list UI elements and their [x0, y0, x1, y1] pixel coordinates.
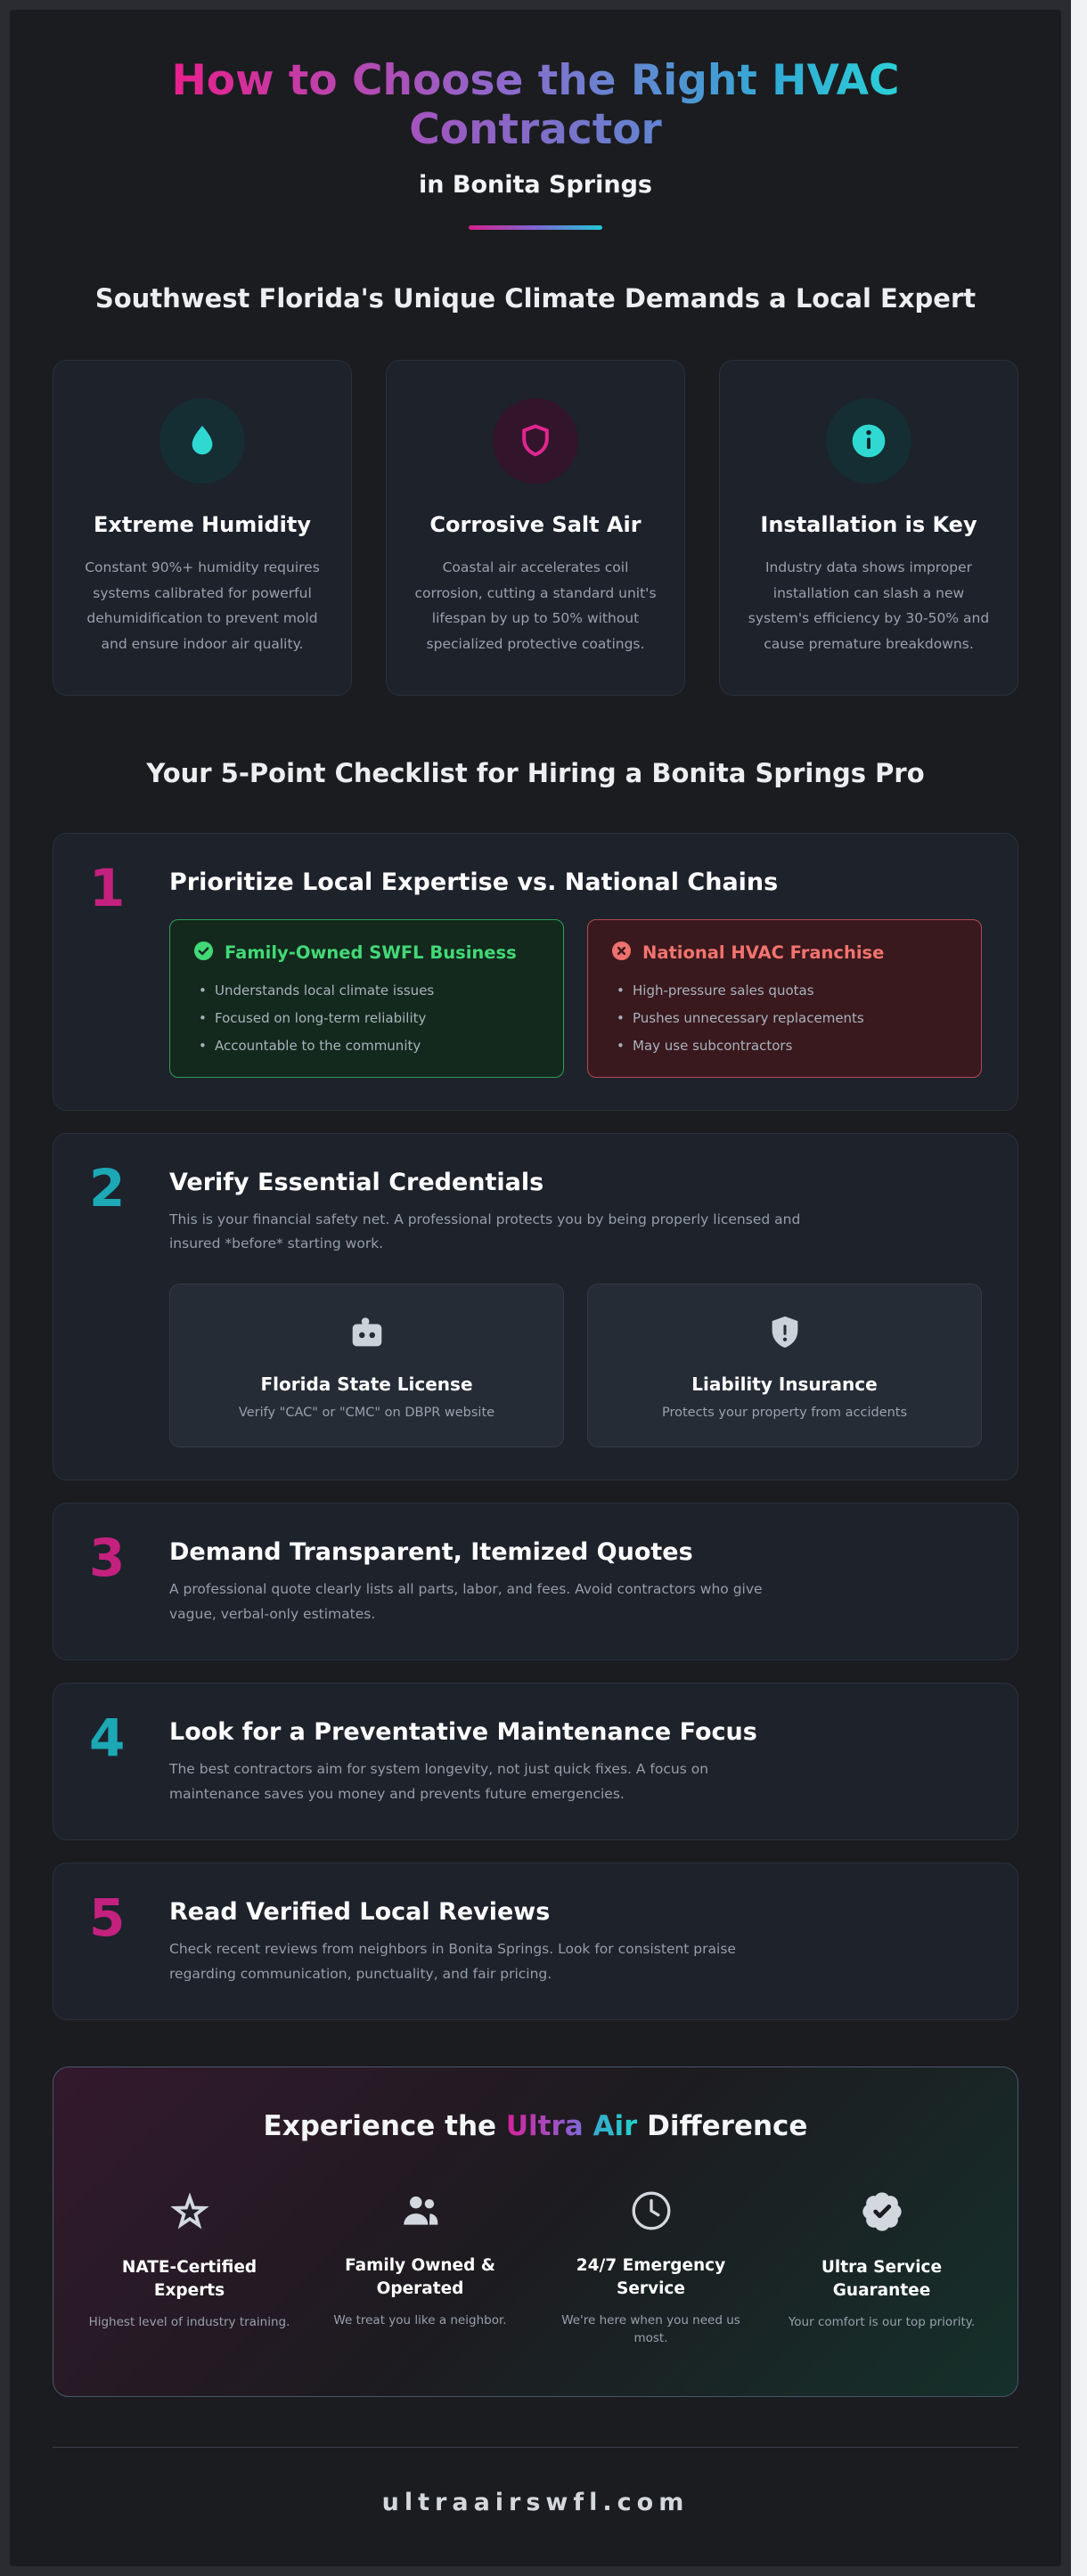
item-body — [169, 1164, 982, 1448]
credential-cards — [169, 1284, 982, 1447]
shield-icon — [493, 398, 578, 484]
climate-card-humidity — [53, 360, 352, 696]
climate-card-title: Installation is Key — [760, 511, 977, 537]
list-item: • Pushes unnecessary replacements — [611, 1010, 958, 1026]
list-item: • Focused on long-term reliability — [193, 1010, 540, 1026]
feature-service-guarantee — [778, 2189, 985, 2349]
credential-card-license — [169, 1284, 564, 1447]
page-subtitle: in Bonita Springs — [419, 170, 652, 199]
comparison-bad-header — [611, 941, 958, 966]
difference-heading-prefix: Experience the — [263, 2109, 497, 2142]
list-item: • May use subcontractors — [611, 1038, 958, 1054]
checklist-item-1 — [53, 833, 1018, 1111]
page-title-line1: How to Choose the Right HVAC — [171, 56, 900, 105]
license-badge-icon — [192, 1313, 542, 1357]
climate-heading: Southwest Florida's Unique Climate Demands a Local Expert — [94, 282, 977, 314]
item-description: Check recent reviews from neighbors in Bonita Springs. Look for consistent praise regarding communication, punctuality, and fair pricing. — [169, 1940, 736, 1982]
climate-card-installation — [719, 360, 1018, 696]
item-description: This is your financial safety net. A professional protects you by being properly licensed and insured *before* starting work. — [169, 1211, 801, 1252]
climate-card-salt-air — [386, 360, 685, 696]
feature-description: Your comfort is our top priority. — [788, 2314, 976, 2329]
feature-title: Ultra Service Guarantee — [821, 2257, 943, 2300]
difference-heading-suffix: Difference — [647, 2109, 808, 2142]
comparison-good-header — [193, 941, 540, 966]
brand-air: Air — [593, 2109, 638, 2142]
item-number: 1 — [89, 857, 126, 918]
header — [53, 56, 1018, 230]
feature-description: Highest level of industry training. — [88, 2314, 290, 2329]
website-url: ultraairswfl.com — [381, 2489, 690, 2517]
x-circle-icon — [611, 941, 632, 966]
check-circle-icon — [193, 941, 214, 966]
climate-card-description: Industry data shows improper installation can slash a new system's efficiency by 30-50% and cause premature breakdowns. — [748, 558, 990, 652]
comparison-boxes — [169, 919, 982, 1078]
badge-check-icon — [778, 2189, 985, 2238]
comparison-good-box — [169, 919, 564, 1078]
gradient-divider — [469, 225, 602, 230]
feature-columns — [86, 2189, 985, 2349]
climate-card-description: Constant 90%+ humidity requires systems calibrated for powerful dehumidification to prevent mold and ensure indoor air quality. — [85, 558, 320, 652]
item-title: Verify Essential Credentials — [169, 1168, 544, 1196]
list-item: • High-pressure sales quotas — [611, 982, 958, 999]
feature-title: NATE-Certified Experts — [121, 2257, 257, 2300]
checklist-item-5 — [53, 1863, 1018, 2020]
checklist-item-3 — [53, 1503, 1018, 1660]
item-description: The best contractors aim for system longevity, not just quick fixes. A focus on maintenance saves you money and prevents future emergencies. — [169, 1761, 709, 1803]
credential-description: Protects your property from accidents — [661, 1406, 908, 1421]
climate-card-title: Extreme Humidity — [93, 511, 312, 537]
credential-description: Verify "CAC" or "CMC" on DBPR website — [238, 1406, 495, 1421]
clock-icon — [547, 2189, 755, 2237]
difference-section — [53, 2067, 1018, 2398]
checklist-items — [53, 833, 1018, 2020]
item-body — [169, 864, 982, 1078]
feature-emergency-service — [547, 2189, 755, 2349]
item-title: Look for a Preventative Maintenance Focus — [169, 1718, 757, 1747]
feature-description: We're here when you need us most. — [561, 2312, 740, 2346]
checklist-heading: Your 5-Point Checklist for Hiring a Bonita Springs Pro — [146, 757, 925, 788]
checklist-section — [53, 758, 1018, 2020]
climate-card-title: Corrosive Salt Air — [429, 511, 642, 537]
climate-cards — [53, 360, 1018, 696]
item-number: 3 — [89, 1528, 126, 1589]
footer — [53, 2447, 1018, 2516]
brand-ultra: Ultra — [505, 2109, 584, 2142]
item-number: 5 — [89, 1887, 126, 1948]
shield-exclamation-icon — [609, 1313, 960, 1357]
feature-family-owned — [316, 2189, 524, 2349]
infographic-content — [10, 10, 1061, 2566]
star-icon — [86, 2189, 293, 2238]
item-number: 4 — [89, 1708, 126, 1769]
credential-title: Florida State License — [260, 1374, 473, 1396]
feature-title: 24/7 Emergency Service — [576, 2255, 726, 2298]
item-title: Read Verified Local Reviews — [169, 1897, 551, 1926]
users-icon — [316, 2189, 524, 2237]
climate-section — [53, 283, 1018, 696]
comparison-good-title: Family-Owned SWFL Business — [225, 942, 517, 964]
page-title — [59, 56, 1012, 155]
feature-title: Family Owned & Operated — [345, 2255, 495, 2298]
item-title: Prioritize Local Expertise vs. National Chains — [169, 868, 779, 896]
comparison-bad-list — [611, 982, 958, 1054]
item-body — [169, 1714, 982, 1807]
item-title: Demand Transparent, Itemized Quotes — [169, 1538, 693, 1567]
item-description: A professional quote clearly lists all parts, labor, and fees. Avoid contractors who give vague, verbal-only estimates. — [169, 1581, 763, 1623]
info-icon — [826, 398, 911, 484]
item-body — [169, 1534, 982, 1627]
checklist-item-2 — [53, 1133, 1018, 1481]
comparison-good-list — [193, 982, 540, 1054]
credential-title: Liability Insurance — [691, 1374, 878, 1396]
list-item: • Understands local climate issues — [193, 982, 540, 999]
list-item: • Accountable to the community — [193, 1038, 540, 1054]
comparison-bad-box — [587, 919, 982, 1078]
item-number: 2 — [89, 1157, 126, 1219]
item-body — [169, 1894, 982, 1987]
feature-nate-certified — [86, 2189, 293, 2349]
feature-description: We treat you like a neighbor. — [333, 2312, 507, 2327]
climate-card-description: Coastal air accelerates coil corrosion, cutting a standard unit's lifespan by up to 50% without specialized protective coatings. — [414, 558, 657, 652]
page-title-line2: Contractor — [409, 105, 662, 155]
checklist-item-4 — [53, 1683, 1018, 1840]
difference-heading — [86, 2110, 985, 2142]
credential-card-insurance — [587, 1284, 982, 1447]
footer-divider — [53, 2447, 1018, 2448]
droplet-icon — [159, 398, 245, 484]
comparison-bad-title: National HVAC Franchise — [642, 942, 885, 964]
